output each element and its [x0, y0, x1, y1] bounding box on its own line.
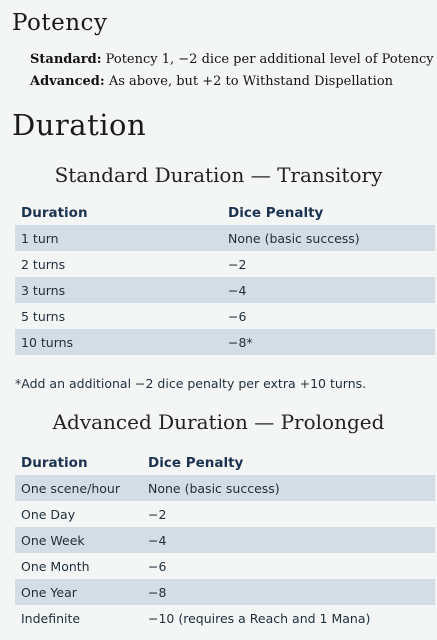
- column-header-duration: Duration: [21, 455, 88, 471]
- table-row: [15, 553, 435, 579]
- penalty-cell: −2: [228, 256, 247, 272]
- duration-cell: One Month: [21, 558, 90, 574]
- table-row: [15, 277, 435, 303]
- penalty-cell: −4: [142, 527, 435, 553]
- duration-cell: 1 turn: [15, 225, 222, 251]
- table-row: [15, 579, 435, 605]
- potency-standard-line: [30, 52, 434, 67]
- duration-cell: Indefinite: [21, 610, 81, 626]
- table-header-row: [15, 451, 435, 475]
- table-row: [15, 475, 435, 501]
- standard-duration-table: [15, 201, 435, 355]
- advanced-duration-table: [15, 451, 435, 631]
- table-row: [15, 251, 435, 277]
- potency-advanced-label: Advanced:: [30, 74, 105, 89]
- table-row: [15, 329, 435, 355]
- duration-cell: 3 turns: [15, 277, 222, 303]
- column-header-dice-penalty: Dice Penalty: [148, 455, 244, 471]
- duration-cell: One Week: [15, 527, 142, 553]
- penalty-cell: −6: [228, 308, 247, 324]
- penalty-cell: −10 (requires a Reach and 1 Mana): [148, 610, 371, 626]
- duration-cell: 5 turns: [21, 308, 66, 324]
- duration-cell: 10 turns: [15, 329, 222, 355]
- penalty-cell: None (basic success): [142, 475, 435, 501]
- duration-cell: 2 turns: [21, 256, 66, 272]
- potency-standard-text: Potency 1, −2 dice per additional level of Potency: [101, 52, 434, 67]
- table-row: [15, 303, 435, 329]
- potency-heading: Potency: [12, 10, 108, 36]
- standard-duration-title: Standard Duration — Transitory: [54, 163, 383, 187]
- table-header-row: [15, 201, 435, 225]
- column-header-duration: Duration: [21, 205, 88, 221]
- duration-cell: One Year: [15, 579, 142, 605]
- duration-heading: Duration: [12, 108, 147, 142]
- penalty-cell: None (basic success): [222, 225, 435, 251]
- penalty-cell: −4: [222, 277, 435, 303]
- footnote: *Add an additional −2 dice penalty per extra +10 turns.: [15, 376, 367, 391]
- advanced-duration-title: Advanced Duration — Prolonged: [52, 410, 385, 434]
- table-row: [15, 225, 435, 251]
- duration-cell: One scene/hour: [15, 475, 142, 501]
- penalty-cell: −8: [142, 579, 435, 605]
- penalty-cell: −2: [148, 506, 167, 522]
- potency-advanced-text: As above, but +2 to Withstand Dispellation: [104, 74, 394, 89]
- duration-cell: One Day: [21, 506, 76, 522]
- table-row: [15, 527, 435, 553]
- penalty-cell: −6: [148, 558, 167, 574]
- table-row: [15, 605, 435, 631]
- potency-advanced-line: [30, 74, 393, 89]
- table-row: [15, 501, 435, 527]
- column-header-dice-penalty: Dice Penalty: [228, 205, 324, 221]
- potency-standard-label: Standard:: [30, 52, 102, 67]
- penalty-cell: −8*: [222, 329, 435, 355]
